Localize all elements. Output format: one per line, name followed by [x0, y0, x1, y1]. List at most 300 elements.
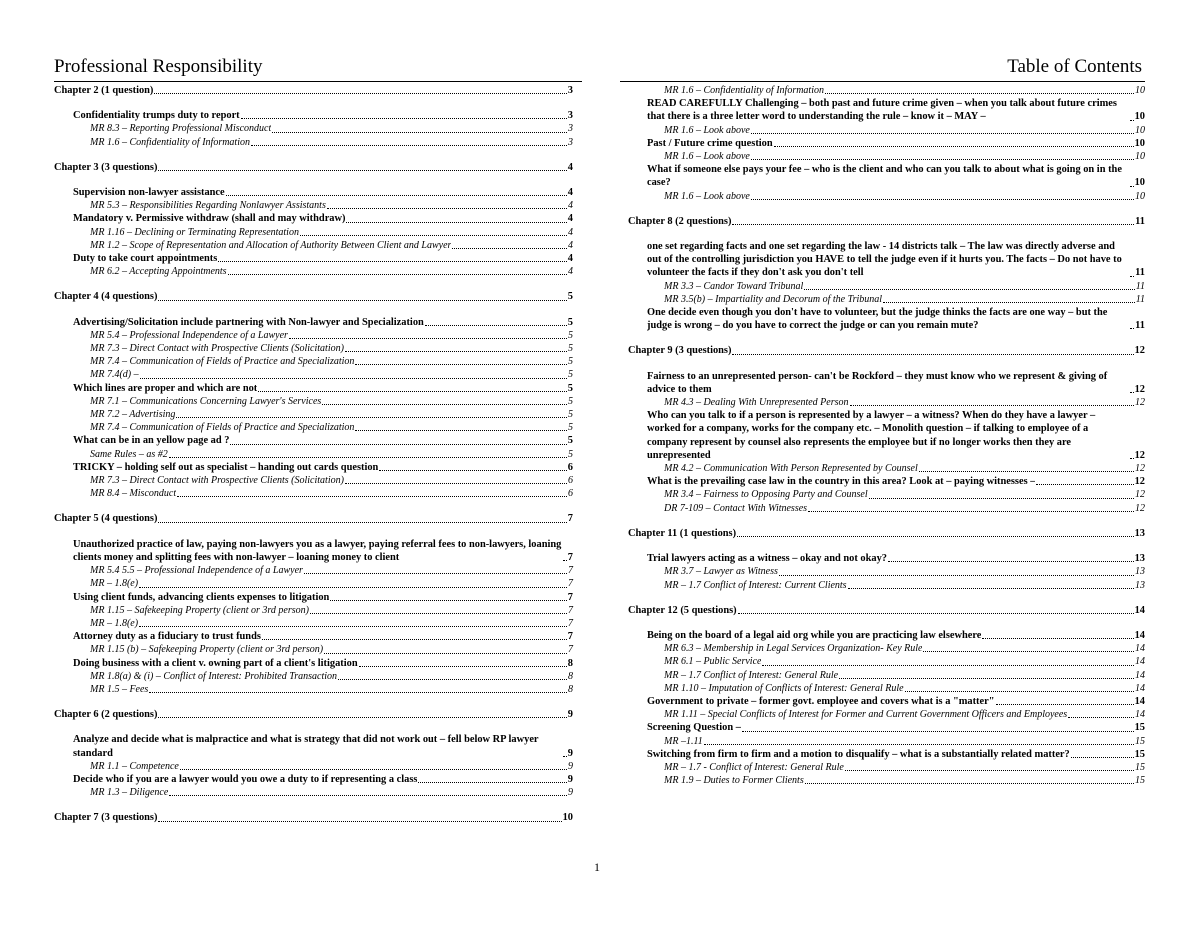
- toc-rule-entry[interactable]: [54, 564, 573, 577]
- toc-entry-page: 15: [1135, 775, 1145, 787]
- toc-entry-text: MR 1.11 – Special Conflicts of Interest for Former and Current Government Officers and Employees: [664, 709, 1068, 721]
- toc-entry-text: MR – 1.7 Conflict of Interest: Current Clients: [664, 579, 847, 591]
- toc-entry-text: MR – 1.8(e): [90, 578, 139, 590]
- toc-entry-page: 5: [568, 329, 573, 341]
- toc-topic-entry[interactable]: [628, 552, 1145, 565]
- toc-rule-entry[interactable]: [628, 682, 1145, 695]
- toc-entry-page: 11: [1135, 280, 1145, 292]
- dot-leader: [704, 744, 1134, 745]
- toc-entry-page: 11: [1135, 267, 1145, 279]
- dot-leader: [218, 261, 566, 262]
- dot-leader: [805, 783, 1134, 784]
- toc-entry-text: Being on the board of a legal aid org while you are practicing law elsewhere: [647, 629, 982, 641]
- toc-topic-entry[interactable]: [54, 316, 573, 329]
- dot-leader: [804, 289, 1134, 290]
- toc-rule-entry[interactable]: [54, 226, 573, 239]
- toc-entry-text: MR 8.3 – Reporting Professional Misconduct: [90, 123, 272, 135]
- toc-entry-text: MR 3.5(b) – Impartiality and Decorum of the Tribunal: [664, 293, 883, 305]
- toc-rule-entry[interactable]: [54, 577, 573, 590]
- toc-entry-text: MR 3.3 – Candor Toward Tribunal: [664, 280, 804, 292]
- toc-rule-entry[interactable]: [628, 642, 1145, 655]
- dot-leader: [139, 587, 567, 588]
- dot-leader: [180, 769, 567, 770]
- spacer: [54, 500, 573, 512]
- toc-entry-text: Using client funds, advancing clients expenses to litigation: [73, 591, 330, 603]
- dot-leader: [272, 132, 567, 133]
- toc-entry-page: 9: [568, 787, 573, 799]
- toc-entry-page: 5: [568, 369, 573, 381]
- toc-topic-entry[interactable]: [628, 97, 1145, 123]
- toc-entry-text: READ CAREFULLY Challenging – both past and future crime given – when you talk about future crimes that there is a three letter word to understanding the rule – know it – MAY –: [647, 98, 1117, 123]
- toc-entry-text: MR 3.4 – Fairness to Opposing Party and Counsel: [664, 489, 868, 501]
- toc-entry-page: 4: [567, 213, 573, 225]
- toc-entry-page: 7: [567, 513, 573, 525]
- toc-topic-entry[interactable]: [54, 382, 573, 395]
- toc-topic-entry[interactable]: [628, 306, 1145, 332]
- dot-leader: [154, 93, 566, 94]
- toc-topic-entry[interactable]: [54, 773, 573, 786]
- toc-topic-entry[interactable]: [628, 748, 1145, 761]
- toc-entry-text: MR 1.10 – Imputation of Conflicts of Interest: General Rule: [664, 682, 904, 694]
- toc-entry-page: 12: [1135, 463, 1145, 475]
- dot-leader: [359, 666, 567, 667]
- toc-entry-page: 9: [567, 773, 573, 785]
- dot-leader: [1036, 484, 1133, 485]
- toc-entry-page: 14: [1135, 682, 1145, 694]
- toc-rule-entry[interactable]: [628, 655, 1145, 668]
- toc-entry-text: MR – 1.8(e): [90, 617, 139, 629]
- dot-leader: [176, 417, 567, 418]
- dot-leader: [850, 405, 1134, 406]
- toc-entry-page: 13: [1134, 527, 1145, 539]
- toc-chapter-entry[interactable]: [54, 161, 573, 174]
- toc-rule-entry[interactable]: [628, 774, 1145, 787]
- toc-rule-entry[interactable]: [628, 669, 1145, 682]
- toc-entry-text: Decide who if you are a lawyer would you owe a duty to if representing a class: [73, 773, 418, 785]
- toc-entry-text: MR 3.7 – Lawyer as Witness: [664, 566, 778, 578]
- dot-leader: [355, 364, 567, 365]
- toc-entry-page: 15: [1135, 735, 1145, 747]
- toc-entry-text: One decide even though you don't have to volunteer, but the judge thinks the facts are one way – but the judge is wrong – do you have to correct the judge or can you remain mute?: [647, 307, 1108, 332]
- toc-topic-entry[interactable]: [54, 434, 573, 447]
- toc-entry-page: 9: [568, 760, 573, 772]
- toc-entry-page: 7: [568, 644, 573, 656]
- toc-entry-text: MR 1.9 – Duties to Former Clients: [664, 775, 804, 787]
- toc-column-right: [628, 84, 1145, 787]
- dot-leader: [737, 536, 1134, 537]
- toc-rule-entry[interactable]: [628, 280, 1145, 293]
- toc-entry-text: TRICKY – holding self out as specialist – handing out cards question: [73, 461, 379, 473]
- toc-entry-page: 5: [568, 356, 573, 368]
- dot-leader: [139, 626, 567, 627]
- toc-entry-page: 10: [1134, 111, 1145, 123]
- dot-leader: [355, 430, 567, 431]
- toc-entry-page: 14: [1135, 669, 1145, 681]
- toc-entry-text: MR 1.6 – Confidentiality of Information: [90, 136, 250, 148]
- toc-rule-entry[interactable]: [54, 760, 573, 773]
- dot-leader: [322, 404, 567, 405]
- toc-rule-entry[interactable]: [628, 150, 1145, 163]
- toc-entry-text: MR 7.3 – Direct Contact with Prospective Clients (Solicitation): [90, 475, 344, 487]
- toc-entry-page: 12: [1134, 345, 1145, 357]
- toc-entry-text: Chapter 6 (2 questions): [54, 709, 158, 721]
- dot-leader: [304, 573, 567, 574]
- toc-rule-entry[interactable]: [54, 448, 573, 461]
- toc-entry-page: 10: [1135, 124, 1145, 136]
- toc-chapter-entry[interactable]: [54, 84, 573, 97]
- spacer: [54, 97, 573, 109]
- toc-entry-page: 11: [1135, 293, 1145, 305]
- toc-entry-text: What if someone else pays your fee – who is the client and who can you talk to about what is going on in the case?: [647, 164, 1122, 189]
- toc-topic-entry[interactable]: [628, 409, 1145, 462]
- toc-entry-text: Chapter 9 (3 questions): [628, 345, 732, 357]
- toc-rule-entry[interactable]: [54, 643, 573, 656]
- toc-rule-entry[interactable]: [628, 761, 1145, 774]
- toc-chapter-entry[interactable]: [54, 708, 573, 721]
- toc-entry-page: 5: [568, 409, 573, 421]
- toc-entry-text: Chapter 2 (1 question): [54, 85, 154, 96]
- dot-leader: [762, 665, 1134, 666]
- toc-entry-text: MR 1.15 – Safekeeping Property (client or 3rd person): [90, 604, 309, 616]
- toc-entry-page: 9: [567, 709, 573, 721]
- toc-entry-text: Switching from firm to firm and a motion to disqualify – what is a substantially related matter?: [647, 748, 1070, 760]
- dot-leader: [418, 782, 566, 783]
- dot-leader: [158, 300, 566, 301]
- toc-entry-page: 4: [567, 253, 573, 265]
- dot-leader: [258, 391, 567, 392]
- toc-entry-page: 5: [567, 382, 573, 394]
- toc-rule-entry[interactable]: [54, 617, 573, 630]
- toc-entry-text: Fairness to an unrepresented person- can't be Rockford – they must know who we represent & giving of advice to them: [647, 370, 1108, 395]
- toc-topic-entry[interactable]: [54, 733, 573, 759]
- toc-entry-page: 12: [1134, 449, 1145, 461]
- dot-leader: [310, 613, 567, 614]
- toc-rule-entry[interactable]: [54, 604, 573, 617]
- toc-entry-page: 12: [1135, 397, 1145, 409]
- toc-topic-entry[interactable]: [628, 475, 1145, 488]
- toc-rule-entry[interactable]: [54, 474, 573, 487]
- toc-topic-entry[interactable]: [54, 186, 573, 199]
- toc-topic-entry[interactable]: [628, 721, 1145, 734]
- dot-leader: [1068, 717, 1134, 718]
- toc-entry-page: 14: [1134, 695, 1145, 707]
- toc-entry-page: 11: [1135, 215, 1145, 227]
- toc-entry-page: 3: [567, 110, 573, 122]
- toc-rule-entry[interactable]: [54, 408, 573, 421]
- toc-rule-entry[interactable]: [54, 395, 573, 408]
- dot-leader: [228, 274, 567, 275]
- toc-rule-entry[interactable]: [54, 487, 573, 500]
- toc-entry-page: 10: [1135, 85, 1145, 96]
- header-rule-right: [620, 81, 1145, 82]
- dot-leader: [563, 560, 567, 561]
- toc-entry-text: Screening Question –: [647, 722, 741, 734]
- dot-leader: [996, 704, 1134, 705]
- spacer: [54, 278, 573, 290]
- toc-entry-text: MR 5.4 – Professional Independence of a Lawyer: [90, 329, 288, 341]
- spacer: [628, 203, 1145, 215]
- toc-entry-page: 14: [1135, 656, 1145, 668]
- toc-topic-entry[interactable]: [628, 240, 1145, 280]
- toc-entry-text: MR 7.1 – Communications Concerning Lawyer's Services: [90, 395, 322, 407]
- toc-rule-entry[interactable]: [54, 683, 573, 696]
- toc-entry-page: 4: [568, 239, 573, 251]
- toc-entry-page: 15: [1135, 761, 1145, 773]
- toc-topic-entry[interactable]: [628, 163, 1145, 189]
- toc-rule-entry[interactable]: [628, 735, 1145, 748]
- dot-leader: [169, 457, 567, 458]
- dot-leader: [732, 354, 1133, 355]
- toc-entry-page: 5: [567, 435, 573, 447]
- toc-entry-page: 15: [1134, 722, 1145, 734]
- dot-leader: [919, 471, 1134, 472]
- toc-topic-entry[interactable]: [628, 629, 1145, 642]
- toc-entry-page: 7: [568, 578, 573, 590]
- toc-entry-page: 5: [568, 422, 573, 434]
- toc-entry-page: 11: [1135, 320, 1145, 332]
- dot-leader: [251, 145, 567, 146]
- toc-entry-page: 4: [568, 226, 573, 238]
- section-title: Table of Contents: [1007, 56, 1142, 77]
- toc-topic-entry[interactable]: [628, 137, 1145, 150]
- toc-entry-page: 13: [1134, 553, 1145, 565]
- toc-rule-entry[interactable]: [54, 368, 573, 381]
- toc-rule-entry[interactable]: [54, 239, 573, 252]
- dot-leader: [848, 588, 1134, 589]
- toc-entry-text: DR 7-109 – Contact With Witnesses: [664, 502, 808, 514]
- toc-entry-page: 7: [567, 551, 573, 563]
- spacer: [628, 332, 1145, 344]
- toc-entry-page: 10: [1135, 190, 1145, 202]
- toc-entry-text: Chapter 4 (4 questions): [54, 291, 158, 303]
- dot-leader: [883, 302, 1135, 303]
- toc-entry-page: 6: [568, 475, 573, 487]
- toc-rule-entry[interactable]: [54, 265, 573, 278]
- toc-entry-page: 12: [1134, 476, 1145, 488]
- toc-entry-text: MR 7.4 – Communication of Fields of Practice and Specialization: [90, 356, 355, 368]
- toc-column-left: [54, 84, 573, 825]
- spacer: [628, 358, 1145, 370]
- toc-rule-entry[interactable]: [628, 502, 1145, 515]
- toc-entry-page: 7: [567, 591, 573, 603]
- toc-entry-page: 5: [568, 448, 573, 460]
- toc-rule-entry[interactable]: [628, 293, 1145, 306]
- toc-entry-page: 8: [568, 670, 573, 682]
- toc-entry-text: Supervision non-lawyer assistance: [73, 187, 225, 199]
- toc-entry-text: MR 1.6 – Confidentiality of Information: [664, 85, 824, 96]
- toc-rule-entry[interactable]: [628, 488, 1145, 501]
- dot-leader: [289, 338, 567, 339]
- toc-topic-entry[interactable]: [628, 695, 1145, 708]
- dot-leader: [779, 575, 1134, 576]
- toc-rule-entry[interactable]: [54, 199, 573, 212]
- toc-entry-page: 14: [1134, 604, 1145, 616]
- toc-rule-entry[interactable]: [54, 421, 573, 434]
- toc-entry-text: MR 4.2 – Communication With Person Represented by Counsel: [664, 463, 918, 475]
- toc-chapter-entry[interactable]: [628, 344, 1145, 357]
- spacer: [628, 540, 1145, 552]
- toc-rule-entry[interactable]: [54, 786, 573, 799]
- dot-leader: [338, 679, 567, 680]
- toc-entry-text: MR 1.5 – Fees: [90, 683, 149, 695]
- toc-entry-page: 10: [562, 812, 573, 824]
- toc-chapter-entry[interactable]: [628, 527, 1145, 540]
- toc-rule-entry[interactable]: [628, 84, 1145, 97]
- dot-leader: [140, 378, 567, 379]
- toc-entry-text: MR 1.16 – Declining or Terminating Representation: [90, 226, 299, 238]
- toc-entry-page: 13: [1135, 579, 1145, 591]
- toc-entry-text: What can be in an yellow page ad ?: [73, 435, 230, 447]
- toc-entry-page: 5: [567, 291, 573, 303]
- toc-rule-entry[interactable]: [628, 462, 1145, 475]
- toc-entry-page: 3: [568, 136, 573, 148]
- toc-entry-text: Doing business with a client v. owning part of a client's litigation: [73, 657, 358, 669]
- toc-entry-text: Government to private – former govt. employee and covers what is a "matter": [647, 695, 995, 707]
- toc-entry-text: Chapter 11 (1 questions): [628, 527, 737, 539]
- toc-entry-text: MR 6.1 – Public Service: [664, 656, 762, 668]
- dot-leader: [869, 498, 1134, 499]
- toc-rule-entry[interactable]: [54, 342, 573, 355]
- toc-entry-text: MR 1.6 – Look above: [664, 124, 750, 136]
- toc-topic-entry[interactable]: [54, 538, 573, 564]
- toc-entry-page: 3: [568, 123, 573, 135]
- toc-entry-text: Mandatory v. Permissive withdraw (shall and may withdraw): [73, 213, 346, 225]
- toc-entry-text: MR 8.4 – Misconduct: [90, 488, 177, 500]
- toc-topic-entry[interactable]: [54, 109, 573, 122]
- toc-entry-text: MR 7.4 – Communication of Fields of Practice and Specialization: [90, 422, 355, 434]
- toc-entry-page: 12: [1135, 502, 1145, 514]
- toc-chapter-entry[interactable]: [54, 512, 573, 525]
- toc-rule-entry[interactable]: [628, 396, 1145, 409]
- toc-entry-text: Chapter 3 (3 questions): [54, 161, 158, 173]
- dot-leader: [888, 561, 1134, 562]
- toc-entry-text: MR 7.3 – Direct Contact with Prospective Clients (Solicitation): [90, 343, 344, 355]
- toc-entry-text: Unauthorized practice of law, paying non-lawyers you as a lawyer, paying referral fees to non-lawyers, loaning clients money and splitting fees with non-lawyer – loaning money to client: [73, 538, 562, 563]
- dot-leader: [563, 756, 567, 757]
- toc-entry-text: What is the prevailing case law in the country in this area? Look at – paying witnesses –: [647, 476, 1036, 488]
- dot-leader: [324, 653, 567, 654]
- toc-entry-text: MR 1.1 – Competence: [90, 760, 179, 772]
- toc-rule-entry[interactable]: [628, 708, 1145, 721]
- spacer: [54, 721, 573, 733]
- spacer: [628, 228, 1145, 240]
- dot-leader: [158, 717, 566, 718]
- dot-leader: [839, 678, 1134, 679]
- toc-chapter-entry[interactable]: [628, 215, 1145, 228]
- toc-entry-page: 5: [568, 343, 573, 355]
- toc-rule-entry[interactable]: [54, 329, 573, 342]
- toc-topic-entry[interactable]: [54, 591, 573, 604]
- dot-leader: [452, 248, 567, 249]
- toc-rule-entry[interactable]: [54, 136, 573, 149]
- toc-topic-entry[interactable]: [54, 657, 573, 670]
- dot-leader: [774, 146, 1134, 147]
- dot-leader: [1130, 392, 1134, 393]
- toc-entry-text: MR 5.4 5.5 – Professional Independence of a Lawyer: [90, 565, 303, 577]
- toc-entry-page: 4: [567, 161, 573, 173]
- toc-entry-page: 10: [1134, 177, 1145, 189]
- toc-entry-page: 4: [568, 200, 573, 212]
- toc-entry-text: Attorney duty as a fiduciary to trust funds: [73, 631, 261, 643]
- dot-leader: [808, 511, 1134, 512]
- toc-entry-text: Advertising/Solicitation include partnering with Non-lawyer and Specialization: [73, 316, 424, 328]
- dot-leader: [825, 93, 1134, 94]
- toc-entry-text: MR 1.3 – Diligence: [90, 787, 169, 799]
- toc-entry-page: 12: [1134, 383, 1145, 395]
- toc-topic-entry[interactable]: [628, 370, 1145, 396]
- dot-leader: [300, 235, 567, 236]
- toc-rule-entry[interactable]: [54, 355, 573, 368]
- toc-rule-entry[interactable]: [54, 122, 573, 135]
- toc-chapter-entry[interactable]: [628, 604, 1145, 617]
- dot-leader: [158, 821, 561, 822]
- toc-entry-text: MR – 1.7 Conflict of Interest: General Rule: [664, 669, 839, 681]
- toc-entry-text: MR 5.3 – Responsibilities Regarding Nonlawyer Assistants: [90, 200, 326, 212]
- spacer: [54, 696, 573, 708]
- dot-leader: [751, 199, 1134, 200]
- toc-rule-entry[interactable]: [628, 190, 1145, 203]
- toc-entry-page: 5: [567, 316, 573, 328]
- dot-leader: [905, 691, 1134, 692]
- toc-entry-text: Which lines are proper and which are not: [73, 382, 258, 394]
- toc-entry-page: 7: [567, 631, 573, 643]
- dot-leader: [230, 444, 566, 445]
- toc-entry-text: Trial lawyers acting as a witness – okay and not okay?: [647, 553, 887, 565]
- toc-entry-page: 6: [567, 461, 573, 473]
- spacer: [628, 515, 1145, 527]
- page-number: 1: [594, 860, 600, 874]
- toc-entry-text: Same Rules – as #2: [90, 448, 168, 460]
- toc-topic-entry[interactable]: [54, 212, 573, 225]
- toc-entry-page: 10: [1134, 137, 1145, 149]
- toc-chapter-entry[interactable]: [54, 290, 573, 303]
- toc-entry-page: 13: [1135, 566, 1145, 578]
- toc-entry-text: Confidentiality trumps duty to report: [73, 110, 240, 122]
- toc-entry-text: MR – 1.7 - Conflict of Interest: General Rule: [664, 761, 844, 773]
- dot-leader: [738, 613, 1134, 614]
- toc-entry-page: 9: [567, 747, 573, 759]
- toc-rule-entry[interactable]: [628, 565, 1145, 578]
- toc-rule-entry[interactable]: [628, 124, 1145, 137]
- spacer: [628, 592, 1145, 604]
- toc-rule-entry[interactable]: [628, 579, 1145, 592]
- toc-entry-text: one set regarding facts and one set regarding the law - 14 districts talk – The law was directly adverse and out of the controlling jurisdiction you HAVE to tell the judge even if it hurts you. The facts – Do not have to volunteer the facts if they don't ask you don't tell: [647, 241, 1122, 279]
- toc-entry-page: 14: [1135, 709, 1145, 721]
- dot-leader: [425, 325, 567, 326]
- dot-leader: [1130, 276, 1134, 277]
- spacer: [54, 149, 573, 161]
- toc-entry-text: MR 1.2 – Scope of Representation and Allocation of Authority Between Client and Lawyer: [90, 239, 452, 251]
- toc-entry-text: Chapter 12 (5 questions): [628, 604, 737, 616]
- toc-entry-text: MR 7.4(d) –: [90, 369, 139, 381]
- dot-leader: [751, 133, 1134, 134]
- dot-leader: [169, 795, 567, 796]
- toc-topic-entry[interactable]: [54, 630, 573, 643]
- toc-entry-page: 8: [567, 657, 573, 669]
- header-rule-left: [54, 81, 582, 82]
- toc-rule-entry[interactable]: [54, 670, 573, 683]
- toc-entry-text: MR 1.15 (b) – Safekeeping Property (client or 3rd person): [90, 644, 324, 656]
- toc-entry-text: MR 1.8(a) & (i) – Conflict of Interest: Prohibited Transaction: [90, 670, 338, 682]
- dot-leader: [732, 224, 1134, 225]
- toc-topic-entry[interactable]: [54, 252, 573, 265]
- toc-entry-page: 4: [567, 187, 573, 199]
- toc-topic-entry[interactable]: [54, 461, 573, 474]
- dot-leader: [1071, 757, 1134, 758]
- toc-entry-page: 4: [568, 266, 573, 278]
- toc-entry-page: 15: [1134, 748, 1145, 760]
- toc-chapter-entry[interactable]: [54, 811, 573, 824]
